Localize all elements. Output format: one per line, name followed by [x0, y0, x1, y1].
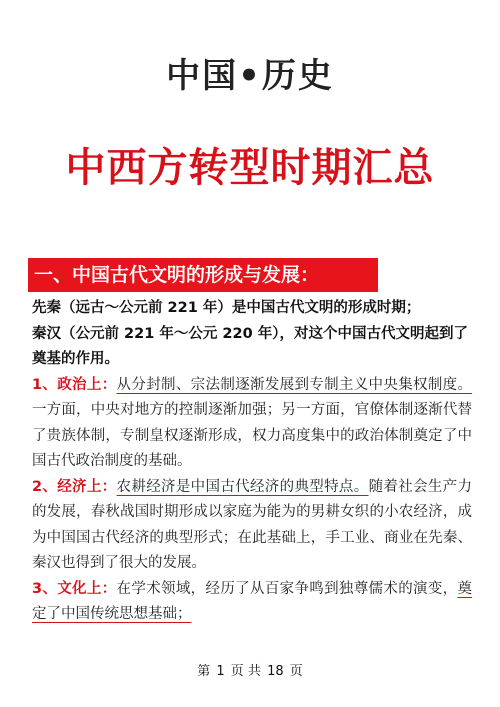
footer-suffix: 页	[289, 664, 303, 679]
item-politics	[32, 373, 472, 475]
item-culture	[32, 577, 472, 628]
intro-line-2: 秦汉（公元前 221 年～公元 220 年），对这个中国古代文明起到了奠基的作用。	[32, 325, 468, 367]
item-label: 1、政治上：	[32, 376, 117, 393]
section-heading: 一、中国古代文明的形成与发展：	[28, 258, 378, 292]
total-page-count: 18	[267, 664, 284, 679]
item-highlight: 农耕经济是中国古代经济的典型特点。	[116, 478, 369, 495]
intro-line-1: 先秦（远古～公元前 221 年）是中国古代文明的形成时期；	[32, 300, 421, 316]
item-economy	[32, 475, 472, 577]
item-text: 在学术领域，经历了从百家争鸣到独尊儒术的演变，	[116, 580, 458, 597]
current-page-number: 1	[216, 664, 225, 679]
footer-mid: 页 共	[230, 664, 261, 679]
item-label: 2、经济上：	[32, 478, 117, 495]
document-body	[32, 296, 472, 628]
item-label: 3、文化上：	[32, 580, 117, 597]
page-subtitle: 中西方转型时期汇总	[65, 145, 435, 191]
item-highlight: 奠定了中国传统思想基础；	[32, 580, 473, 622]
footer-prefix: 第	[197, 664, 211, 679]
page-footer	[0, 660, 500, 679]
item-text: 一方面，中央对地方的控制逐渐加强；另一方面，官僚体制逐渐代替了贵族体制，专制皇权逐渐形成，权力高度集中的政治体制奠定了中国古代政治制度的基础。	[32, 402, 472, 469]
page-title: 中国•历史	[166, 56, 334, 96]
item-text: 随着社会生产力的发展，春秋战国时期形成以家庭为能为的男耕女织的小农经济，成为中国国古代经济的典型形式；在此基础上，手工业、商业在先秦、秦汉也得到了很大的发展。	[32, 478, 473, 571]
item-highlight: 从分封制、宗法制逐渐发展到专制主义中央集权制度。	[116, 376, 473, 393]
